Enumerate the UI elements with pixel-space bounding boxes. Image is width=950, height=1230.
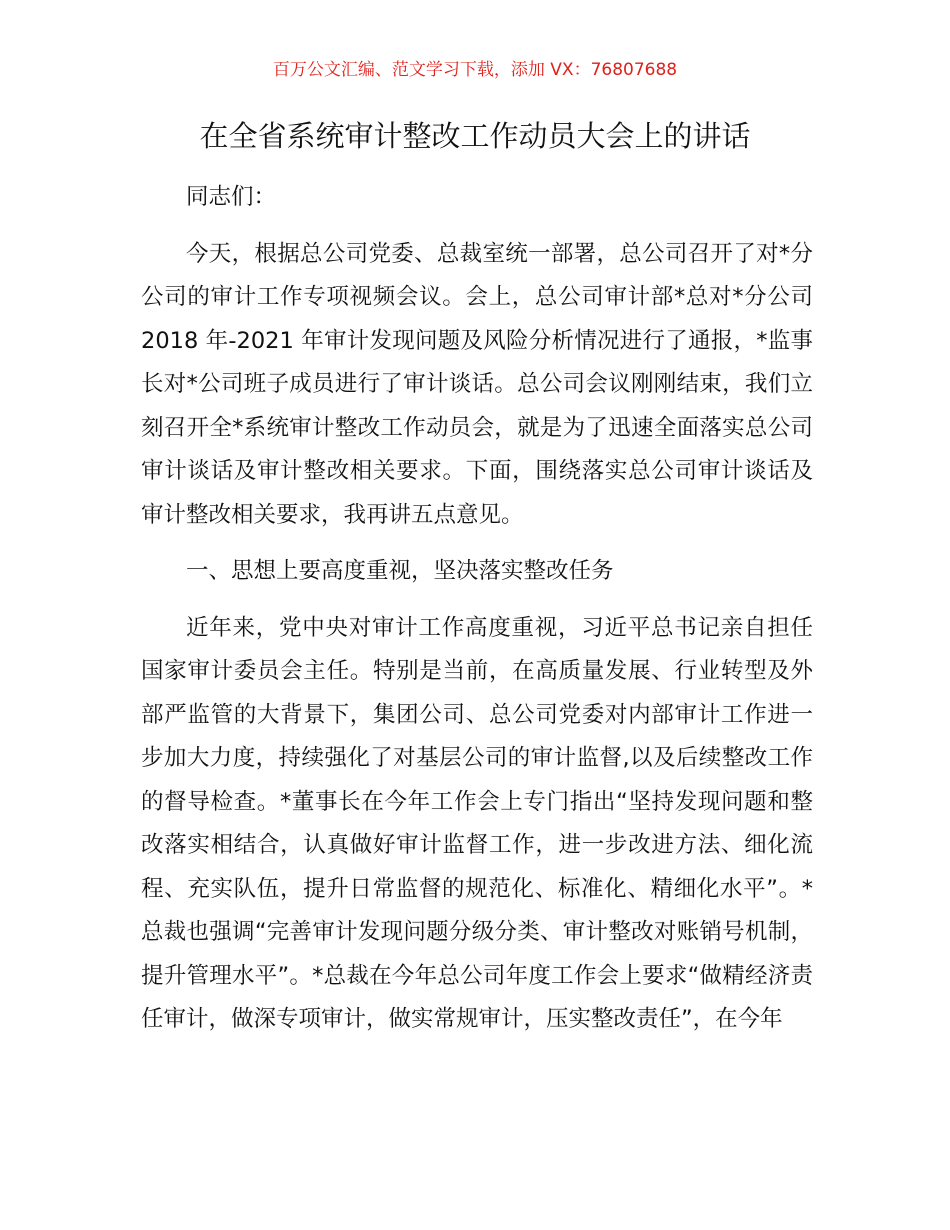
salutation: 同志们： <box>186 184 277 210</box>
document-title: 在全省系统审计整改工作动员大会上的讲话 <box>199 119 751 153</box>
paragraph-intro: 今天，根据总公司党委、总裁室统一部署，总公司召开了对*分公司的审计工作专项视频会议。会上，总公司审计部*总对*分公司 2018 年-2021 年审计发现问题及风险分析情况进行了通报，*监事长对*公司班子成员进行了审计谈话。总公司会议刚刚结束，我们立刻召开全*系统审计整改工作动员会，就是为了迅速全面落实总公司审计谈话及审计整改相关要求。下面，围绕落实总公司审计谈话及审计整改相关要求，我再讲五点意见。 <box>141 240 813 528</box>
paragraph-section-1: 近年来，党中央对审计工作高度重视，习近平总书记亲自担任国家审计委员会主任。特别是当前，在高质量发展、行业转型及外部严监管的大背景下，集团公司、总公司党委对内部审计工作进一步加大力度，持续强化了对基层公司的审计监督,以及后续整改工作的督导检查。*董事长在今年工作会上专门指出“坚持发现问题和整改落实相结合，认真做好审计监督工作，进一步改进方法、细化流程、充实队伍，提升日常监督的规范化、标准化、精细化水平”。*总裁也强调“完善审计发现问题分级分类、审计整改对账销号机制，提升管理水平”。*总裁在今年总公司年度工作会上要求“做精经济责任审计，做深专项审计，做实常规审计，压实整改责任”，在今年 <box>141 614 813 1032</box>
document-body <box>141 176 813 1042</box>
watermark-banner: 百万公文汇编、范文学习下载，添加 VX：76807688 <box>272 60 678 80</box>
section-heading-1: 一、思想上要高度重视，坚决落实整改任务 <box>186 558 614 584</box>
